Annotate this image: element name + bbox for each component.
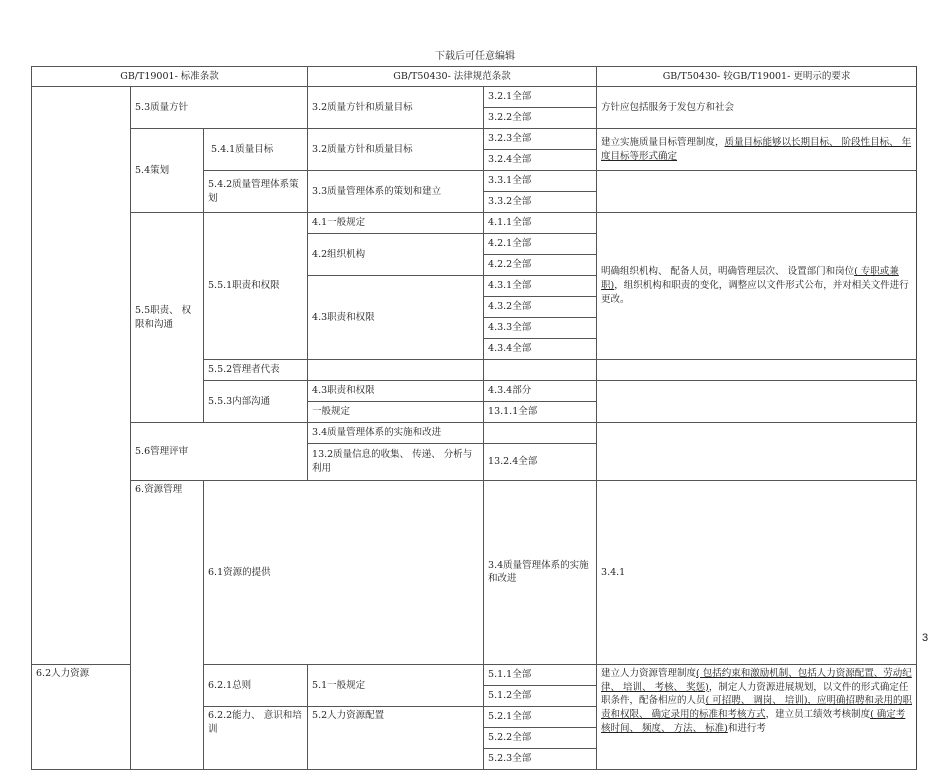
clause-cell: 3.4质量管理体系的实施和改进 — [308, 423, 484, 444]
requirement-text: 建立实施质量目标管理制度， — [601, 136, 725, 148]
clause-cell: 5.2人力资源配置 — [308, 706, 484, 769]
clause-cell: 3.2质量方针和质量目标 — [308, 87, 484, 129]
requirement-cell — [597, 381, 917, 423]
clause-ref-cell: 4.2.2全部 — [484, 255, 597, 276]
clause-ref-cell: 4.1.1全部 — [484, 213, 597, 234]
clause-ref-cell: 3.4.1 — [597, 481, 917, 665]
requirement-cell — [597, 213, 917, 360]
requirement-cell — [597, 664, 917, 769]
clause-cell: 5.6管理评审 — [131, 423, 308, 481]
page-number: 3 — [922, 632, 929, 644]
requirement-text-underlined: ( 确定考核时间、 频度、 方法、 标准) — [601, 709, 906, 735]
clause-ref-cell: 3.2.3全部 — [484, 129, 597, 150]
clause-ref-cell: 4.3.3全部 — [484, 318, 597, 339]
requirement-text: 建立人力资源管理制度 — [601, 667, 697, 679]
clause-ref-cell: 5.2.2全部 — [484, 727, 597, 748]
col-header-requirements: GB/T50430- 较GB/T19001- 更明示的要求 — [597, 67, 917, 87]
clause-cell: 一般规定 — [308, 402, 484, 423]
clause-ref-cell: 5.2.3全部 — [484, 748, 597, 769]
requirement-cell — [597, 171, 917, 213]
clause-ref-cell: 13.1.1全部 — [484, 402, 597, 423]
section-blank-cell — [32, 87, 131, 665]
requirement-cell: 方针应包括服务于发包方和社会 — [597, 87, 917, 129]
clause-cell: 5.4策划 — [131, 129, 204, 213]
clause-ref-cell: 4.3.4全部 — [484, 339, 597, 360]
col-header-gb50430: GB/T50430- 法律规范条款 — [308, 67, 597, 87]
clause-cell: 4.3职责和权限 — [308, 276, 484, 360]
requirement-text: 和进行考 — [727, 723, 766, 735]
clause-cell: 5.1一般规定 — [308, 664, 484, 706]
clause-ref-cell: 5.2.1全部 — [484, 706, 597, 727]
col-header-gb19001: GB/T19001- 标准条款 — [32, 67, 308, 87]
requirement-cell — [597, 129, 917, 171]
clause-cell: 6.2.1总则 — [204, 664, 308, 706]
clause-cell: 4.2组织机构 — [308, 234, 484, 276]
clause-ref-cell: 5.1.1全部 — [484, 664, 597, 685]
clause-cell: 4.3职责和权限 — [308, 381, 484, 402]
clause-cell: 6.1资源的提供 — [204, 481, 484, 665]
requirement-cell — [597, 423, 917, 481]
clause-ref-cell: 3.2.2全部 — [484, 108, 597, 129]
clause-ref-cell: 4.3.2全部 — [484, 297, 597, 318]
clause-ref-cell: 3.2.1全部 — [484, 87, 597, 108]
clause-cell: 5.3质量方针 — [131, 87, 308, 129]
clause-cell: 5.5.2管理者代表 — [204, 360, 308, 381]
requirement-text: ，建立员工绩效考核制度 — [765, 709, 871, 721]
requirement-text: 明确组织机构、 配备人员，明确管理层次、 设置部门和岗位 — [601, 266, 855, 278]
requirement-text-underlined: ( 包括约束和激励机制、包括人力资源配置、劳动纪律、 培训、 考核、 奖惩) — [601, 667, 912, 693]
clause-cell: 3.2质量方针和质量目标 — [308, 129, 484, 171]
clause-ref-cell: 4.2.1全部 — [484, 234, 597, 255]
clause-ref-cell: 3.3.1全部 — [484, 171, 597, 192]
clause-ref-cell: 3.2.4全部 — [484, 150, 597, 171]
clause-cell: 5.5.1职责和权限 — [204, 213, 308, 360]
clause-cell: 13.2质量信息的收集、 传递、 分析与利用 — [308, 444, 484, 481]
requirement-cell — [597, 360, 917, 381]
clause-cell: 3.4质量管理体系的实施和改进 — [484, 481, 597, 665]
standards-comparison-table — [31, 66, 917, 770]
page-header: 下载后可任意编辑 — [435, 51, 515, 62]
clause-ref-cell — [484, 423, 597, 444]
section-cell: 6.资源管理 — [131, 481, 204, 770]
clause-cell: 6.2.2能力、 意识和培训 — [204, 706, 308, 769]
clause-cell: 5.5.3内部沟通 — [204, 381, 308, 423]
clause-cell: 5.5职责、 权限和沟通 — [131, 213, 204, 423]
requirement-text: ，组织机构和职责的变化，调整应以文件形式公布，并对相关文件进行更改。 — [601, 280, 909, 305]
clause-ref-cell — [484, 360, 597, 381]
requirement-text-underlined: 质量目标能够以长期目标、 阶段性目标、 年度目标等形式确定 — [601, 136, 912, 162]
clause-cell: 3.3质量管理体系的策划和建立 — [308, 171, 484, 213]
clause-cell — [308, 360, 484, 381]
requirement-text-underlined: ( 专职或兼职) — [601, 266, 899, 292]
clause-cell: 6.2人力资源 — [32, 664, 131, 769]
requirement-text: ，制定人力资源进展规划，以文件的形式确定任职条件，配备相应的人员 — [601, 681, 909, 707]
clause-cell: 5.4.1质量目标 — [204, 129, 308, 171]
clause-ref-cell: 4.3.1全部 — [484, 276, 597, 297]
clause-ref-cell: 5.1.2全部 — [484, 685, 597, 706]
requirement-text-underlined: ( 可招聘、 调岗、 培训)，应明确招聘和录用的职责和权限、 确定录用的标准和考核方式 — [601, 695, 913, 721]
clause-cell: 5.4.2质量管理体系策划 — [204, 171, 308, 213]
clause-ref-cell: 4.3.4部分 — [484, 381, 597, 402]
clause-ref-cell: 3.3.2全部 — [484, 192, 597, 213]
clause-ref-cell: 13.2.4全部 — [484, 444, 597, 481]
clause-cell: 4.1一般规定 — [308, 213, 484, 234]
